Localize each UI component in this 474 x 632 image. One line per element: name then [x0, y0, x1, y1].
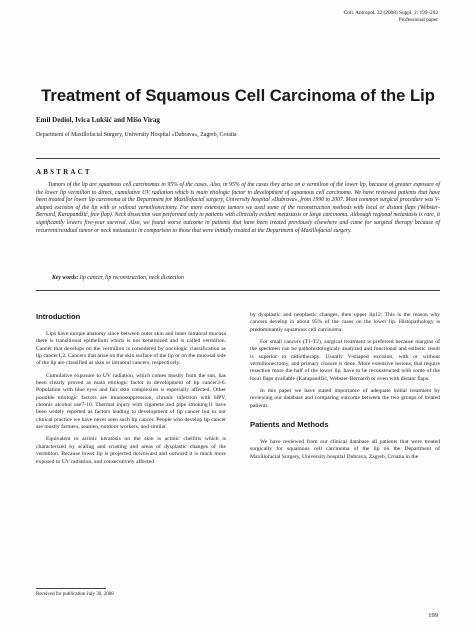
keywords-value: lip cancer, lip reconstruction, neck dissection: [79, 275, 184, 281]
article-title: Treatment of Squamous Cell Carcinoma of the Lip: [41, 86, 435, 105]
footnote-rule: [36, 588, 106, 589]
divider-top: [36, 158, 440, 159]
author-list: Emil Dediol, Ivica Lukšić and Mišo Virag: [36, 116, 160, 124]
methods-heading: Patients and Methods: [250, 420, 329, 430]
methods-paragraph: We have reviewed from our clinical database all patients that were treated surgically for squamous cell carcinoma of the lip on the Department of Maxillofacial Surgery, University hospital Dubrava, Zagreb, Croatia in the: [250, 439, 440, 460]
right-column: [250, 312, 440, 466]
intro-paragraph: Equivalent to actinic keratosis on the skin is actinic cheilitis which is characterized by scaling and crusting and areas of dysplastic changes of the vermilion. Because lower lip is projected downward and outward it is much more exposed to UV radiation, and consecutively affected: [36, 436, 226, 465]
running-header: [344, 10, 438, 24]
received-footnote: Received for publication July 30, 2008: [36, 592, 114, 597]
divider-bottom: [36, 290, 440, 291]
citation-line: Coll. Antropol. 32 (2008) Suppl. 2: 199–202: [343, 10, 438, 16]
introduction-heading: Introduction: [36, 312, 81, 321]
intro-paragraph: by dysplastic and neoplastic changes, then upper lip12. This is the reason why cancers develop in about 95% of the cases on the lower lip. Histopathology is predominantly squamous cell carcinoma.: [250, 312, 440, 333]
intro-paragraph: Cumulative exposure to UV radiation, which comes mostly from the sun, has been clearly proved as main etiologic factor in development of lip cancer3-6. Population with blue eyes and fair skin complexion is especially affected. Other possible etiologic factors are imunosuppression, chronic infection with HPV, chronic alcohol use7-10. Thermal injury with cigarette and pipe smoking11 have been widely reported as factors leading to development of lip cancer but in our clinical practice we have never seen such lip cancer. People who develop lip cancer are mostly farmers, seamen, outdoor workers, and similar.: [36, 372, 226, 431]
abstract-heading: ABSTRACT: [36, 168, 92, 176]
left-column: [36, 312, 226, 471]
keywords-line: [52, 275, 184, 281]
affiliation: Department of Maxillofacial Surgery, University Hospital »Dubrava«, Zagreb, Croatia: [36, 132, 237, 138]
paper-type: Professional paper: [398, 17, 438, 23]
intro-paragraph: For small cancers (T1-T2), surgical treatment is preferred because margins of the specimen can be pathohistologicaly analyzed and functional and esthetic result is superior to radiotherapy. Usually V-shaped excision, with or without vermilionectomy, and primary closure is done. More extensive lesions, that require resection more the half of the lower lip, have to be reconstructed with some of the local flaps available (Karapandžić, Webster-Bernard) or even with distant flaps.: [250, 339, 440, 382]
intro-paragraph: In this paper we have stated importance of adequate initial treatment by reviewing our database and comparing outcome between the two groups of treated patients.: [250, 388, 440, 409]
page-number: 199: [428, 612, 438, 619]
abstract-text: Tumors of the lip are squamous cell carcinomas in 95% of the cases. Also, in 95% of the cases they arise on a vermilion of the lower lip, because of greater exposure of the lower lip vermilion to direct, cumulative UV radiation which is main etiologic factor in development of squamous cell carcinoma. We have reviewed patients that have been treated for lower lip carcinoma at the Department for Maxillofacial surgery, University hospital »Dubrava«, from 1990 to 2007. Most common surgical procedure was V-shaped excision of the lip with or without vermilionectomy. For more extensive tumors we used some of the reconstruction methods with local or distant flaps (Webster-Bernard, Karapandžić, free flap). Neck dissection was performed only in patients with clinically evident metastasis or large carcinoma. Although regional metastasis is rare, it significantly lowers five-year survival. Also, we found worse outcome in patients that have been treated previously elsewhere and came for surgical therapy because of recurrent/residual tumor or neck metastasis in comparison to those that were initially treated at the Department of Maxillofacial surgery.: [36, 182, 440, 234]
intro-paragraph: Lips have unique anatomy since between outer skin and inner intraoral mucosa there is transitional epithelium which is not keratinized and is called vermilion. Cancer that develops on the vermilion is considered by oncologic classification as lip cancer1,2. Cancers that arise on the skin surface of the lip or on the mucosal side of the lip are classified as skin or intraoral cancers, respectively.: [36, 331, 226, 367]
keywords-label: Key words:: [52, 275, 79, 281]
